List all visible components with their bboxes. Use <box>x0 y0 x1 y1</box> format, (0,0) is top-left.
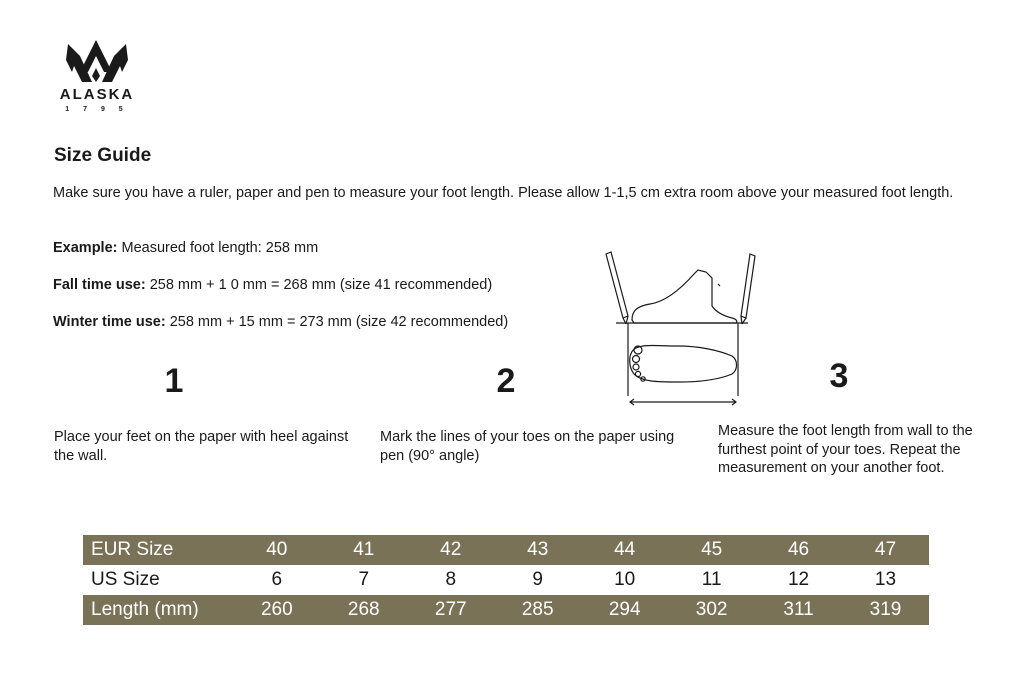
winter-text: 258 mm + 15 mm = 273 mm (size 42 recommended) <box>165 314 509 330</box>
example-label: Example: <box>53 240 118 256</box>
table-cell: 13 <box>842 565 929 595</box>
table-cell: 47 <box>842 535 929 565</box>
table-cell: 41 <box>320 535 407 565</box>
table-cell: 12 <box>755 565 842 595</box>
winter-line <box>53 314 508 330</box>
table-cell: 302 <box>668 595 755 625</box>
fall-line <box>53 277 492 293</box>
left-pen-icon <box>606 252 628 324</box>
example-line <box>53 240 318 256</box>
step-3-text: Measure the foot length from wall to the furthest point of your toes. Repeat the measurement on your another foot. <box>718 423 973 476</box>
table-cell: 8 <box>407 565 494 595</box>
foot-measure-illustration <box>598 246 770 408</box>
row-label: EUR Size <box>83 535 233 565</box>
table-cell: 45 <box>668 535 755 565</box>
brand-name: ALASKA <box>59 86 135 103</box>
table-cell: 46 <box>755 535 842 565</box>
table-cell: 11 <box>668 565 755 595</box>
example-text: Measured foot length: 258 mm <box>117 240 319 256</box>
row-label: Length (mm) <box>83 595 233 625</box>
table-cell: 40 <box>233 535 320 565</box>
row-label: US Size <box>83 565 233 595</box>
step-2-number: 2 <box>496 362 516 400</box>
table-row <box>83 595 929 625</box>
table-cell: 43 <box>494 535 581 565</box>
fall-label: Fall time use: <box>53 277 146 293</box>
table-cell: 10 <box>581 565 668 595</box>
step-1-text: Place your feet on the paper with heel against the wall. <box>54 429 349 464</box>
brand-year: 1 7 9 5 <box>65 106 129 113</box>
table-row <box>83 565 929 595</box>
page-title: Size Guide <box>54 145 152 166</box>
brand-logo <box>52 36 142 120</box>
right-pen-icon <box>741 254 755 324</box>
step-3-number: 3 <box>829 357 849 395</box>
table-cell: 42 <box>407 535 494 565</box>
table-cell: 7 <box>320 565 407 595</box>
table-cell: 294 <box>581 595 668 625</box>
table-cell: 9 <box>494 565 581 595</box>
table-row <box>83 535 929 565</box>
table-cell: 260 <box>233 595 320 625</box>
step-2-text: Mark the lines of your toes on the paper using pen (90° angle) <box>380 429 675 464</box>
table-cell: 6 <box>233 565 320 595</box>
table-cell: 285 <box>494 595 581 625</box>
mountain-logo-icon <box>52 36 142 84</box>
winter-label: Winter time use: <box>53 314 166 330</box>
fall-text: 258 mm + 1 0 mm = 268 mm (size 41 recommended) <box>145 277 493 293</box>
table-cell: 319 <box>842 595 929 625</box>
step-1-number: 1 <box>164 362 184 400</box>
size-table <box>83 535 929 625</box>
intro-text: Make sure you have a ruler, paper and pen to measure your foot length. Please allow 1-1,5 cm extra room above your measured foot length. <box>53 185 954 201</box>
table-cell: 277 <box>407 595 494 625</box>
table-cell: 44 <box>581 535 668 565</box>
table-cell: 268 <box>320 595 407 625</box>
table-cell: 311 <box>755 595 842 625</box>
